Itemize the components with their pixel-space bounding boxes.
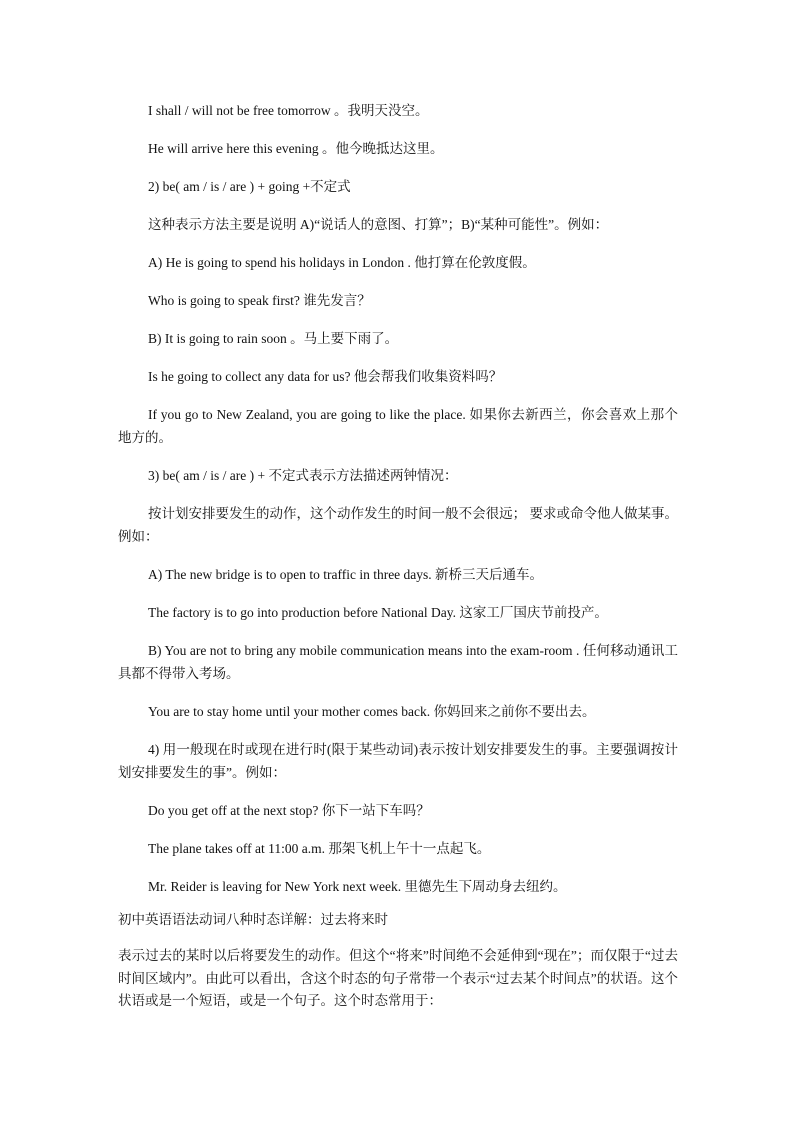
example-line: B) It is going to rain soon 。马上要下雨了。 [148, 331, 399, 346]
example-line: Who is going to speak first? 谁先发言？ [148, 293, 371, 308]
section-heading: 3) be( am / is / are ) + 不定式表示方法描述两钟情况： [148, 468, 458, 483]
example-line: You are to stay home until your mother comes back. 你妈回来之前你不要出去。 [148, 704, 596, 719]
example-line: A) He is going to spend his holidays in London . 他打算在伦敦度假。 [148, 255, 536, 270]
example-paragraph: B) You are not to bring any mobile communication means into the exam-room . 任何移动通讯工具都不得带入考场。 [118, 643, 678, 681]
explanation-paragraph: 按计划安排要发生的动作，这个动作发生的时间一般不会很远； 要求或命令他人做某事。例如： [118, 506, 678, 544]
example-line: He will arrive here this evening 。他今晚抵达这里。 [148, 141, 444, 156]
example-line: Mr. Reider is leaving for New York next week. 里德先生下周动身去纽约。 [148, 879, 567, 894]
section-heading: 2) be( am / is / are ) + going +不定式 [148, 179, 351, 194]
example-line: Do you get off at the next stop? 你下一站下车吗？ [148, 803, 430, 818]
example-line: The plane takes off at 11:00 a.m. 那架飞机上午十一点起飞。 [148, 841, 491, 856]
example-line: The factory is to go into production before National Day. 这家工厂国庆节前投产。 [148, 605, 608, 620]
example-line: Is he going to collect any data for us? 他会帮我们收集资料吗？ [148, 369, 503, 384]
example-paragraph: If you go to New Zealand, you are going to like the place. 如果你去新西兰，你会喜欢上那个地方的。 [118, 407, 678, 445]
explanation-line: 这种表示方法主要是说明 A)“说话人的意图、打算”；B)“某种可能性”。例如： [148, 217, 609, 232]
body-paragraph: 表示过去的某时以后将要发生的动作。但这个“将来”时间绝不会延伸到“现在”；而仅限于“过去时间区域内”。由此可以看出，含这个时态的句子常带一个表示“过去某个时间点”的状语。这个状语或是一个短语，或是一个句子。这个时态常用于： [118, 948, 678, 1008]
section-paragraph: 4) 用一般现在时或现在进行时(限于某些动词)表示按计划安排要发生的事。主要强调按计划安排要发生的事”。例如： [118, 742, 678, 780]
example-line: I shall / will not be free tomorrow 。我明天没空。 [148, 103, 429, 118]
example-line: A) The new bridge is to open to traffic in three days. 新桥三天后通车。 [148, 567, 544, 582]
section-title: 初中英语语法动词八种时态详解：过去将来时 [118, 912, 388, 927]
